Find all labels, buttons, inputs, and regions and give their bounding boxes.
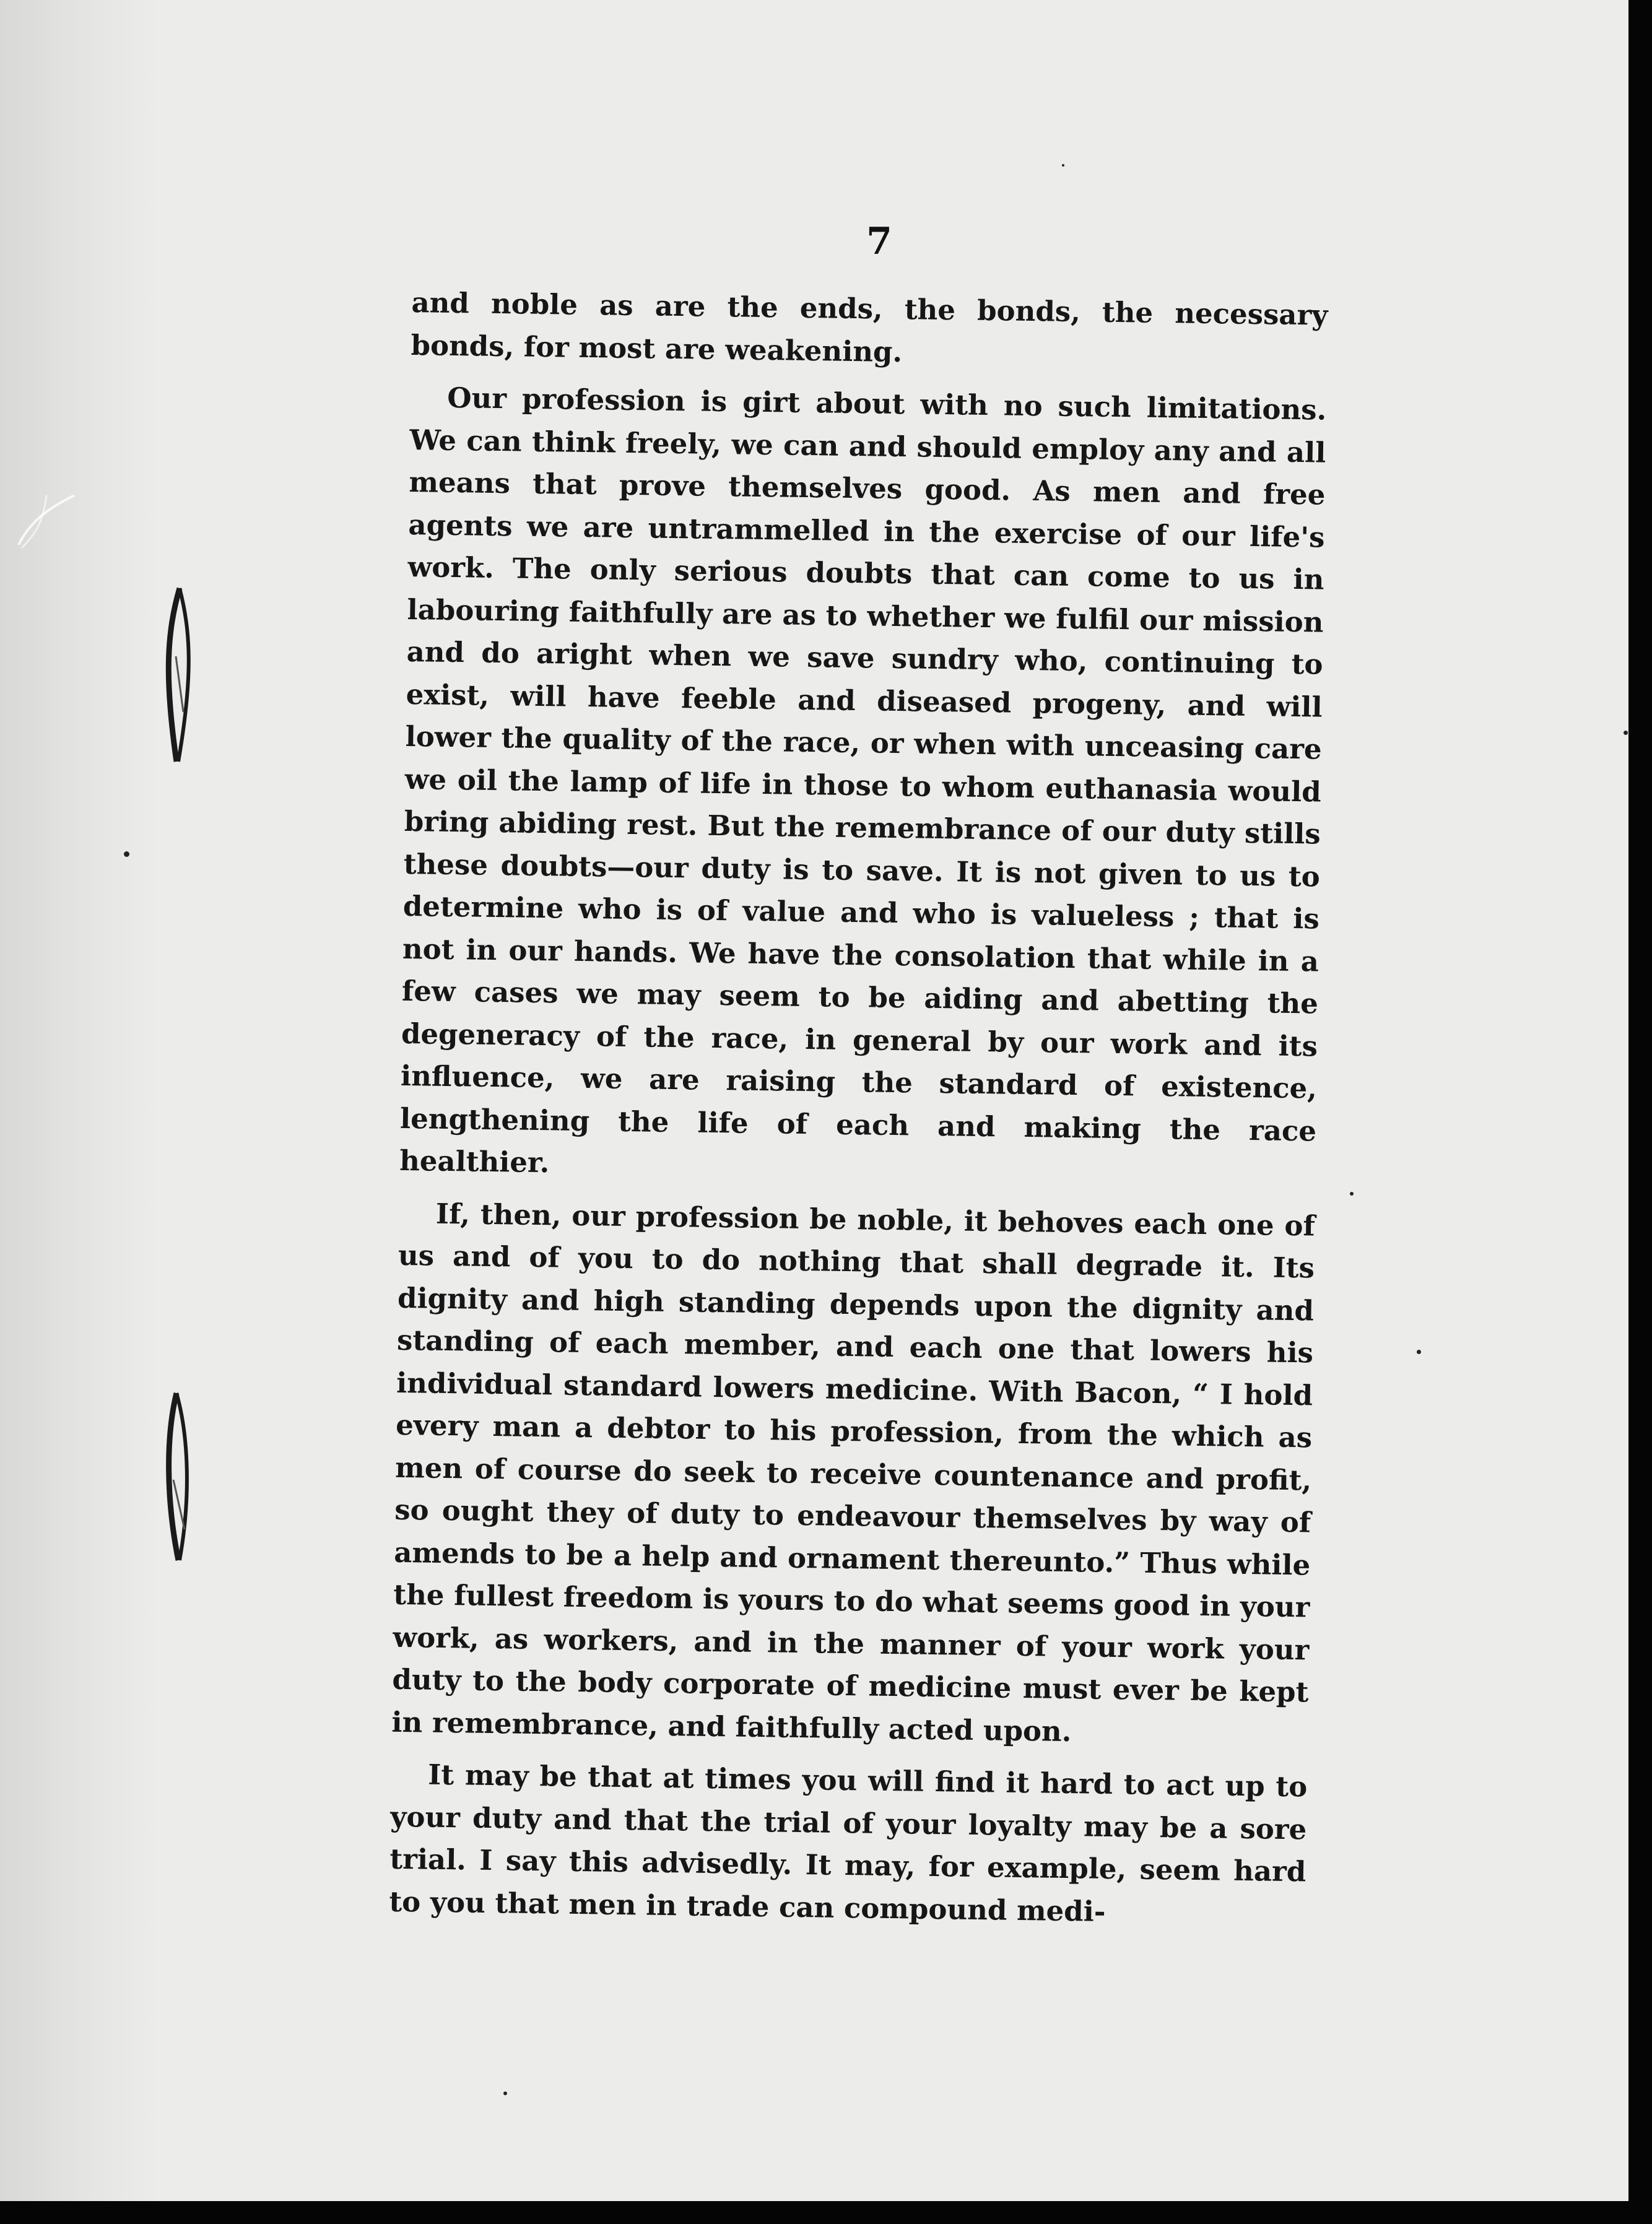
body-text bbox=[389, 282, 1328, 1945]
ink-speck bbox=[1062, 164, 1064, 167]
binding-thread-mark-lower bbox=[155, 1387, 204, 1566]
binding-thread-mark-upper bbox=[155, 582, 204, 768]
ink-speck bbox=[1624, 731, 1628, 735]
scan-border-right bbox=[1628, 0, 1652, 2224]
page-number: 7 bbox=[866, 220, 892, 263]
faint-curl-mark bbox=[12, 483, 80, 557]
ink-speck bbox=[503, 2092, 507, 2095]
ink-speck bbox=[124, 851, 129, 857]
paragraph: It may be that at times you will find it hard to act up to your duty and that the trial of your loyalty may be a sore trial. I say this advisedly. It may, for example, seem hard to you that men in trade can compound medi- bbox=[389, 1758, 1308, 1928]
binding-shadow bbox=[0, 0, 161, 2201]
paragraph-continuation: and noble as are the ends, the bonds, the necessary bonds, for most are weakening. bbox=[411, 285, 1328, 368]
paragraph: If, then, our profession be noble, it behoves each one of us and of you to do nothing that shall degrade it. Its dignity and high standing depends upon the dignity and standing of each member, and each one that lowers his individual standard lowers medicine. With Bacon, “ I hold every man a debtor to his profession, from the which as men of course do seek to receive countenance and profit, so ought they of duty to endeavour themselves by way of amends to be a help and ornament thereunto.” Thus while the fullest freedom is yours to do what seems good in your work, as workers, and in the manner of your work your duty to the body corporate of medicine must ever be kept in remembrance, and faithfully acted upon. bbox=[391, 1197, 1316, 1748]
ink-speck bbox=[1417, 1350, 1421, 1354]
paragraph: Our profession is girt about with no such limitations. We can think freely, we can and should employ any and all means that prove themselves good. As men and free agents we are untrammelled in the exercise of our life's work. The only serious doubts that can come to us in labouring faithfully are as to whether we fulfil our mission and do aright when we save sundry who, continuing to exist, will have feeble and diseased progeny, and will lower the quality of the race, or when with unceasing care we oil the lamp of life in those to whom euthanasia would bring abiding rest. But the remembrance of our duty stills these doubts—our duty is to save. It is not given to us to determine who is of value and who is valueless ; that is not in our hands. We have the consolation that while in a few cases we may seem to be aiding and abetting the degeneracy of the race, in general by our work and its influence, we are raising the standard of existence, lengthening the life of each and making the race healthier. bbox=[399, 381, 1327, 1179]
scan-border-bottom bbox=[0, 2201, 1652, 2224]
ink-speck bbox=[1350, 1192, 1354, 1196]
